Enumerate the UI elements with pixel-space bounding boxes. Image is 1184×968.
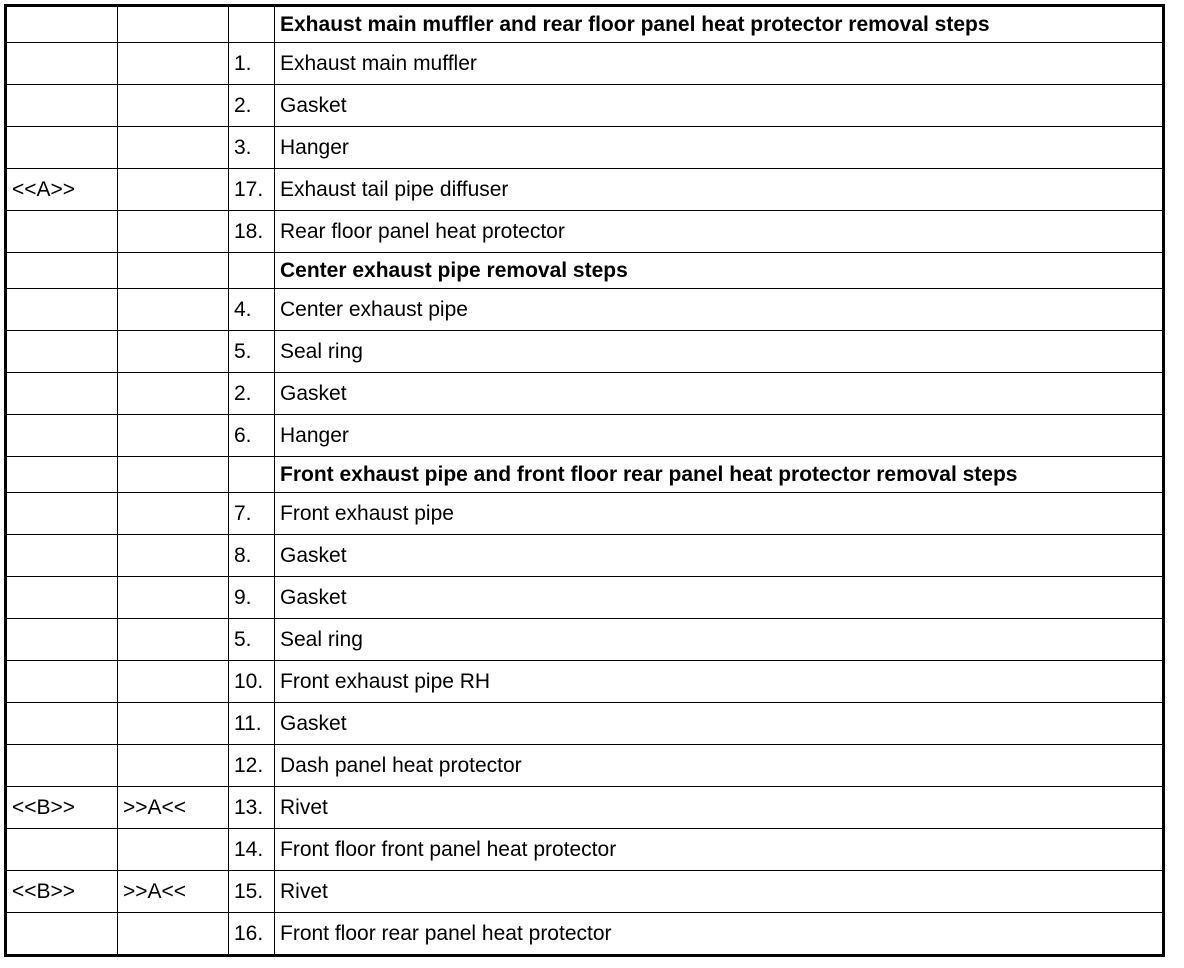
service-symbol-cell (6, 289, 118, 331)
install-symbol-cell (118, 493, 229, 535)
section-header-row (6, 457, 1164, 493)
install-symbol-cell (118, 415, 229, 457)
service-symbol-cell (6, 457, 118, 493)
table-row (6, 577, 1164, 619)
service-symbol-cell (6, 703, 118, 745)
install-symbol-cell: >>A<< (118, 787, 229, 829)
table-row (6, 661, 1164, 703)
service-symbol-cell (6, 745, 118, 787)
part-name-cell: Gasket (275, 535, 1164, 577)
install-symbol-cell (118, 913, 229, 956)
step-number-cell: 6. (229, 415, 275, 457)
table-row (6, 331, 1164, 373)
step-number-cell: 16. (229, 913, 275, 956)
part-name-cell: Front exhaust pipe (275, 493, 1164, 535)
table-row (6, 829, 1164, 871)
install-symbol-cell (118, 253, 229, 289)
part-name-cell: Seal ring (275, 619, 1164, 661)
part-name-cell: Rivet (275, 787, 1164, 829)
part-name-cell: Gasket (275, 703, 1164, 745)
part-name-cell: Hanger (275, 415, 1164, 457)
part-name-cell: Center exhaust pipe (275, 289, 1164, 331)
step-number-cell: 9. (229, 577, 275, 619)
service-symbol-cell (6, 127, 118, 169)
step-number-cell: 2. (229, 373, 275, 415)
table-row (6, 703, 1164, 745)
step-number-cell: 17. (229, 169, 275, 211)
install-symbol-cell (118, 661, 229, 703)
part-name-cell: Rivet (275, 871, 1164, 913)
install-symbol-cell (118, 535, 229, 577)
service-symbol-cell: <<A>> (6, 169, 118, 211)
install-symbol-cell (118, 127, 229, 169)
step-number-cell (229, 457, 275, 493)
part-name-cell: Gasket (275, 85, 1164, 127)
table-row (6, 619, 1164, 661)
service-symbol-cell (6, 661, 118, 703)
install-symbol-cell: >>A<< (118, 871, 229, 913)
service-symbol-cell (6, 373, 118, 415)
service-symbol-cell (6, 85, 118, 127)
install-symbol-cell (118, 703, 229, 745)
step-number-cell: 3. (229, 127, 275, 169)
section-title-cell: Front exhaust pipe and front floor rear panel heat protector removal steps (275, 457, 1164, 493)
table-row (6, 43, 1164, 85)
section-header-row (6, 6, 1164, 43)
install-symbol-cell (118, 169, 229, 211)
step-number-cell (229, 6, 275, 43)
table-row (6, 289, 1164, 331)
install-symbol-cell (118, 211, 229, 253)
step-number-cell: 13. (229, 787, 275, 829)
service-symbol-cell: <<B>> (6, 787, 118, 829)
service-symbol-cell (6, 829, 118, 871)
install-symbol-cell (118, 289, 229, 331)
step-number-cell: 12. (229, 745, 275, 787)
part-name-cell: Front exhaust pipe RH (275, 661, 1164, 703)
service-symbol-cell (6, 6, 118, 43)
service-symbol-cell (6, 253, 118, 289)
install-symbol-cell (118, 43, 229, 85)
part-name-cell: Rear floor panel heat protector (275, 211, 1164, 253)
service-symbol-cell (6, 535, 118, 577)
step-number-cell: 10. (229, 661, 275, 703)
section-title-cell: Center exhaust pipe removal steps (275, 253, 1164, 289)
service-symbol-cell (6, 493, 118, 535)
step-number-cell: 7. (229, 493, 275, 535)
install-symbol-cell (118, 745, 229, 787)
removal-steps-table (4, 4, 1165, 957)
service-symbol-cell (6, 577, 118, 619)
part-name-cell: Gasket (275, 577, 1164, 619)
step-number-cell (229, 253, 275, 289)
step-number-cell: 18. (229, 211, 275, 253)
part-name-cell: Gasket (275, 373, 1164, 415)
table-row (6, 169, 1164, 211)
part-name-cell: Dash panel heat protector (275, 745, 1164, 787)
table-row (6, 535, 1164, 577)
install-symbol-cell (118, 577, 229, 619)
table-row (6, 871, 1164, 913)
service-symbol-cell (6, 211, 118, 253)
install-symbol-cell (118, 829, 229, 871)
install-symbol-cell (118, 457, 229, 493)
part-name-cell: Front floor rear panel heat protector (275, 913, 1164, 956)
install-symbol-cell (118, 6, 229, 43)
step-number-cell: 8. (229, 535, 275, 577)
service-symbol-cell: <<B>> (6, 871, 118, 913)
table-row (6, 493, 1164, 535)
table-row (6, 211, 1164, 253)
part-name-cell: Front floor front panel heat protector (275, 829, 1164, 871)
step-number-cell: 1. (229, 43, 275, 85)
install-symbol-cell (118, 373, 229, 415)
table-row (6, 85, 1164, 127)
section-header-row (6, 253, 1164, 289)
table-row (6, 787, 1164, 829)
service-symbol-cell (6, 913, 118, 956)
table-row (6, 127, 1164, 169)
step-number-cell: 15. (229, 871, 275, 913)
service-symbol-cell (6, 619, 118, 661)
table-row (6, 913, 1164, 956)
step-number-cell: 14. (229, 829, 275, 871)
step-number-cell: 2. (229, 85, 275, 127)
part-name-cell: Exhaust tail pipe diffuser (275, 169, 1164, 211)
install-symbol-cell (118, 331, 229, 373)
step-number-cell: 5. (229, 619, 275, 661)
table-row (6, 373, 1164, 415)
table-row (6, 745, 1164, 787)
service-symbol-cell (6, 43, 118, 85)
service-symbol-cell (6, 415, 118, 457)
table-row (6, 415, 1164, 457)
part-name-cell: Hanger (275, 127, 1164, 169)
removal-steps-body (6, 6, 1164, 956)
service-symbol-cell (6, 331, 118, 373)
install-symbol-cell (118, 85, 229, 127)
step-number-cell: 5. (229, 331, 275, 373)
part-name-cell: Exhaust main muffler (275, 43, 1164, 85)
step-number-cell: 11. (229, 703, 275, 745)
section-title-cell: Exhaust main muffler and rear floor panel heat protector removal steps (275, 6, 1164, 43)
install-symbol-cell (118, 619, 229, 661)
step-number-cell: 4. (229, 289, 275, 331)
part-name-cell: Seal ring (275, 331, 1164, 373)
